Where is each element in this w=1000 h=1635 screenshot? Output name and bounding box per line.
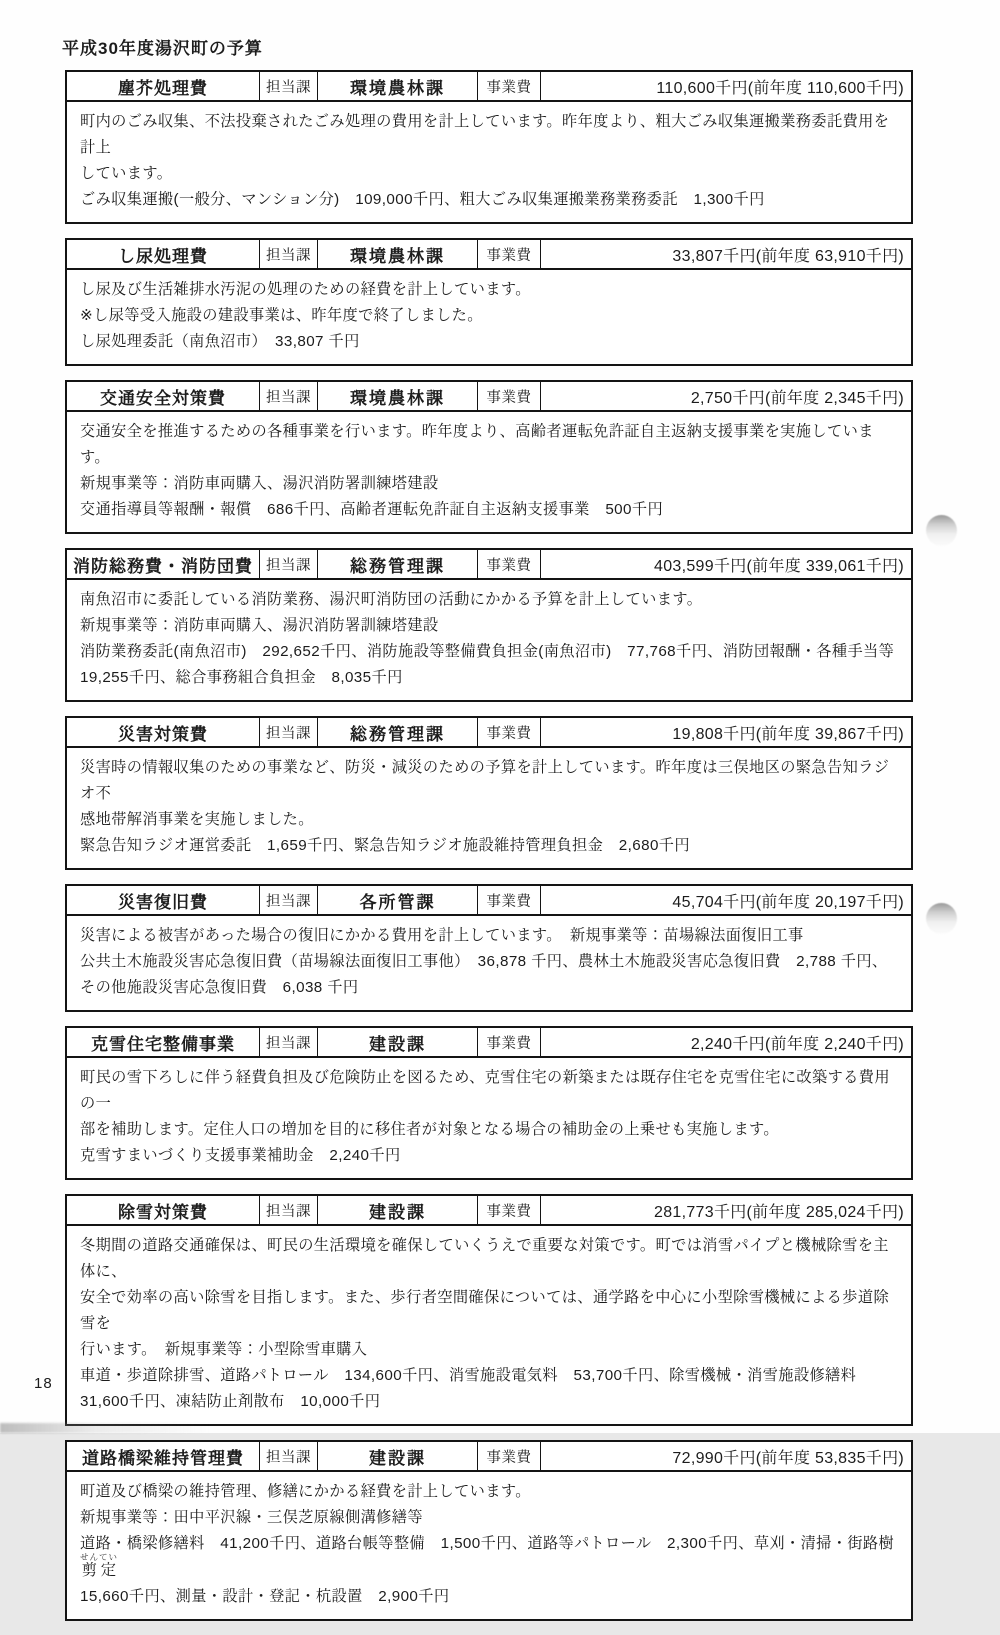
scan-smudge <box>0 1423 210 1433</box>
budget-item-description <box>67 916 911 1010</box>
budget-item-title: 消防総務費・消防団費 <box>67 550 260 578</box>
budget-box-list <box>65 70 913 1635</box>
budget-item-description <box>67 270 911 364</box>
punch-hole-icon <box>926 903 957 934</box>
budget-item-box <box>65 70 913 224</box>
budget-item-header <box>67 886 911 916</box>
department-label: 担当課 <box>260 72 318 100</box>
cost-label: 事業費 <box>478 1028 541 1056</box>
budget-item-title: 塵芥処理費 <box>67 72 260 100</box>
description-line: し尿及び生活雑排水汚泥の処理のための経費を計上しています。 <box>80 281 531 298</box>
budget-amount: 110,600千円(前年度 110,600千円) <box>656 79 904 97</box>
description-line: 災害時の情報収集のための事業など、防災・減災のための予算を計上しています。昨年度は三俣地区の緊急告知ラジオ不 <box>80 759 890 802</box>
budget-item-description <box>67 1226 911 1424</box>
description-line: 19,255千円、総合事務組合負担金 8,035千円 <box>80 669 403 686</box>
budget-item-box <box>65 238 913 366</box>
cost-label: 事業費 <box>478 1196 541 1224</box>
budget-item-title: 交通安全対策費 <box>67 382 260 410</box>
department-label: 担当課 <box>260 886 318 914</box>
budget-item-title: 災害復旧費 <box>67 886 260 914</box>
budget-item-header <box>67 382 911 412</box>
budget-item-box <box>65 380 913 534</box>
cost-label: 事業費 <box>478 72 541 100</box>
description-line: しています。 <box>80 165 173 182</box>
description-line: 町民の雪下ろしに伴う経費負担及び危険防止を図るため、克雪住宅の新築または既存住宅を克雪住宅に改築する費用の一 <box>80 1069 890 1112</box>
description-line: 31,600千円、凍結防止剤散布 10,000千円 <box>80 1393 381 1410</box>
description-line: ※し尿等受入施設の建設事業は、昨年度で終了しました。 <box>80 307 483 324</box>
description-line: 町内のごみ収集、不法投棄されたごみ処理の費用を計上しています。昨年度より、粗大ごみ収集運搬業務委託費用を計上 <box>80 113 890 156</box>
budget-item-header <box>67 1442 911 1472</box>
department-label: 担当課 <box>260 718 318 746</box>
description-line: 道路・橋梁修繕料 41,200千円、道路台帳等整備 1,500千円、道路等パトロール 2,300千円、草刈・清掃・街路樹剪定せんてい <box>80 1535 895 1579</box>
budget-item-header <box>67 72 911 102</box>
department-name: 環境農林課 <box>318 240 478 268</box>
budget-item-header <box>67 1196 911 1226</box>
budget-item-header <box>67 550 911 580</box>
budget-item-title: 克雪住宅整備事業 <box>67 1028 260 1056</box>
department-name: 建設課 <box>318 1196 478 1224</box>
description-line: 緊急告知ラジオ運営委託 1,659千円、緊急告知ラジオ施設維持管理負担金 2,680千円 <box>80 837 690 854</box>
budget-item-description <box>67 748 911 868</box>
description-line: 感地帯解消事業を実施しました。 <box>80 811 314 828</box>
description-line: 交通安全を推進するための各種事業を行います。昨年度より、高齢者運転免許証自主返納支援事業を実施しています。 <box>80 423 874 466</box>
budget-amount: 45,704千円(前年度 20,197千円) <box>672 893 904 911</box>
cost-label: 事業費 <box>478 718 541 746</box>
budget-item-title: 災害対策費 <box>67 718 260 746</box>
budget-item-box <box>65 1194 913 1426</box>
cost-label: 事業費 <box>478 382 541 410</box>
description-line: 新規事業等：消防車両購入、湯沢消防署訓練塔建設 <box>80 475 439 492</box>
department-name: 各所管課 <box>318 886 478 914</box>
description-line: 安全で効率の高い除雪を目指します。また、歩行者空間確保については、通学路を中心に小型除雪機械による歩道除雪を <box>80 1289 890 1332</box>
department-name: 建設課 <box>318 1442 478 1470</box>
description-line: 車道・歩道除排雪、道路パトロール 134,600千円、消雪施設電気料 53,700千円、除雪機械・消雪施設修繕料 <box>80 1367 857 1384</box>
budget-item-title: 道路橋梁維持管理費 <box>67 1442 260 1470</box>
budget-amount: 2,750千円(前年度 2,345千円) <box>690 389 904 407</box>
page-number: 18 <box>34 1375 53 1392</box>
budget-item-box <box>65 884 913 1012</box>
description-line: 消防業務委託(南魚沼市) 292,652千円、消防施設等整備費負担金(南魚沼市) 77,768千円、消防団報酬・各種手当等 <box>80 643 895 660</box>
punch-hole-icon <box>926 515 957 546</box>
department-name: 建設課 <box>318 1028 478 1056</box>
cost-label: 事業費 <box>478 550 541 578</box>
cost-label: 事業費 <box>478 1442 541 1470</box>
budget-item-title: し尿処理費 <box>67 240 260 268</box>
description-line: 南魚沼市に委託している消防業務、湯沢町消防団の活動にかかる予算を計上しています。 <box>80 591 703 608</box>
budget-item-header <box>67 718 911 748</box>
department-label: 担当課 <box>260 382 318 410</box>
description-line: 新規事業等：田中平沢線・三俣芝原線側溝修繕等 <box>80 1509 423 1526</box>
department-name: 総務管理課 <box>318 550 478 578</box>
department-label: 担当課 <box>260 1442 318 1470</box>
cost-label: 事業費 <box>478 886 541 914</box>
budget-amount: 2,240千円(前年度 2,240千円) <box>690 1035 904 1053</box>
budget-amount: 72,990千円(前年度 53,835千円) <box>672 1449 904 1467</box>
budget-item-description <box>67 580 911 700</box>
department-name: 環境農林課 <box>318 382 478 410</box>
description-line: 新規事業等：消防車両購入、湯沢消防署訓練塔建設 <box>80 617 439 634</box>
description-line: し尿処理委託（南魚沼市） 33,807 千円 <box>80 333 360 350</box>
page-title: 平成30年度湯沢町の予算 <box>62 39 263 58</box>
cost-label: 事業費 <box>478 240 541 268</box>
budget-item-description <box>67 412 911 532</box>
budget-amount: 33,807千円(前年度 63,910千円) <box>672 247 904 265</box>
budget-item-description <box>67 1058 911 1178</box>
description-line: 克雪すまいづくり支援事業補助金 2,240千円 <box>80 1147 401 1164</box>
description-line: 公共土木施設災害応急復旧費（苗場線法面復旧工事他） 36,878 千円、農林土木施設災害応急復旧費 2,788 千円、 <box>80 953 888 970</box>
department-label: 担当課 <box>260 240 318 268</box>
description-line: 15,660千円、測量・設計・登記・杭設置 2,900千円 <box>80 1588 450 1605</box>
budget-amount: 281,773千円(前年度 285,024千円) <box>654 1203 904 1221</box>
budget-item-header <box>67 1028 911 1058</box>
department-label: 担当課 <box>260 1028 318 1056</box>
description-line: 災害による被害があった場合の復旧にかかる費用を計上しています。 新規事業等：苗場線法面復旧工事 <box>80 927 804 944</box>
department-label: 担当課 <box>260 550 318 578</box>
description-line: 町道及び橋梁の維持管理、修繕にかかる経費を計上しています。 <box>80 1483 531 1500</box>
budget-item-header <box>67 240 911 270</box>
budget-item-box <box>65 716 913 870</box>
description-line: 冬期間の道路交通確保は、町民の生活環境を確保していくうえで重要な対策です。町では消雪パイプと機械除雪を主体に、 <box>80 1237 889 1280</box>
description-line: 交通指導員等報酬・報償 686千円、高齢者運転免許証自主返納支援事業 500千円 <box>80 501 664 518</box>
budget-item-description <box>67 102 911 222</box>
description-line: 部を補助します。定住人口の増加を目的に移住者が対象となる場合の補助金の上乗せも実施します。 <box>80 1121 780 1138</box>
description-line: 行います。 新規事業等：小型除雪車購入 <box>80 1341 368 1358</box>
budget-item-description <box>67 1472 911 1619</box>
description-line: その他施設災害応急復旧費 6,038 千円 <box>80 979 359 996</box>
department-name: 総務管理課 <box>318 718 478 746</box>
budget-item-title: 除雪対策費 <box>67 1196 260 1224</box>
budget-item-box <box>65 548 913 702</box>
department-name: 環境農林課 <box>318 72 478 100</box>
department-label: 担当課 <box>260 1196 318 1224</box>
budget-item-box <box>65 1026 913 1180</box>
description-line: ごみ収集運搬(一般分、マンション分) 109,000千円、粗大ごみ収集運搬業務業務委託 1,300千円 <box>80 191 765 208</box>
budget-amount: 403,599千円(前年度 339,061千円) <box>654 557 904 575</box>
budget-item-box <box>65 1440 913 1621</box>
budget-amount: 19,808千円(前年度 39,867千円) <box>672 725 904 743</box>
